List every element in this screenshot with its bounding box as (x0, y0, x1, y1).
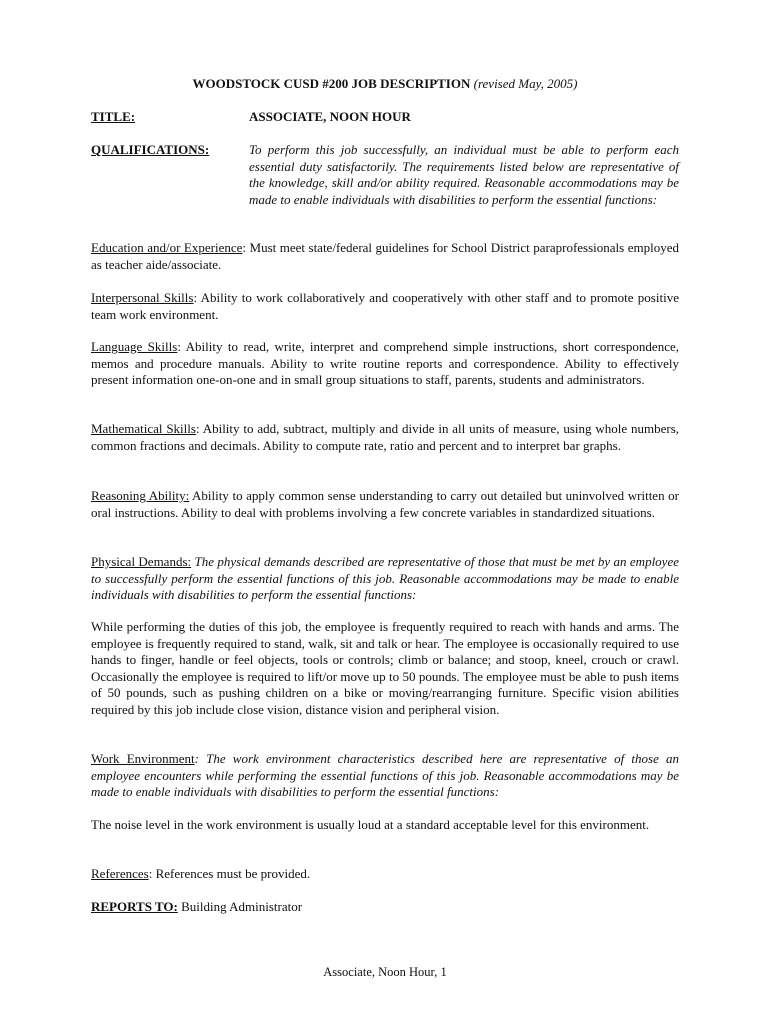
education-heading: Education and/or Experience (91, 240, 243, 255)
reports-to-section (91, 899, 679, 916)
page-footer: Associate, Noon Hour, 1 (323, 965, 447, 979)
physical-heading: Physical Demands: (91, 554, 192, 569)
reasoning-text: Ability to apply common sense understanding to carry out detailed but uninvolved written or oral instructions. Ability to deal with problems involving a few concrete variables in standardized situations. (91, 488, 679, 520)
work-environment-intro-section (91, 751, 679, 801)
references-heading: References (91, 866, 149, 881)
references-section (91, 866, 679, 883)
language-section (91, 339, 679, 389)
title-value: ASSOCIATE, NOON HOUR (249, 109, 411, 124)
reasoning-heading: Reasoning Ability: (91, 488, 190, 503)
language-text: : Ability to read, write, interpret and comprehend simple instructions, short correspondence, memos and procedure manuals. Ability to write routine reports and correspondence. Ability to effectively present information one-on-one and in small group situations to staff, parents, students and administrators. (91, 339, 679, 387)
work-environment-body: The noise level in the work environment is usually loud at a standard acceptable level for this environment. (91, 817, 650, 832)
title-label: TITLE: (91, 109, 136, 124)
language-heading: Language Skills (91, 339, 178, 354)
reports-to-heading: REPORTS TO: (91, 899, 178, 914)
interpersonal-heading: Interpersonal Skills (91, 290, 194, 305)
mathematical-heading: Mathematical Skills (91, 421, 196, 436)
mathematical-text: : Ability to add, subtract, multiply and divide in all units of measure, using whole numbers, common fractions and decimals. Ability to compute rate, ratio and percent and to interpret bar graphs. (91, 421, 680, 453)
document-revision: (revised May, 2005) (473, 76, 578, 91)
interpersonal-section (91, 290, 679, 323)
physical-intro-section (91, 554, 679, 604)
work-environment-heading: Work Environment (91, 751, 195, 766)
physical-body: While performing the duties of this job, the employee is frequently required to reach with hands and arms. The employee is frequently required to stand, walk, sit and talk or hear. The employee is occasionally required to use hands to finger, handle or feel objects, tools or controls; climb or balance; and stoop, kneel, crouch or crawl. Occasionally the employee is required to lift/or move up to 50 pounds. The employee must be able to push items of 50 pounds, such as pushing children on a bike or moving/rearranging furniture. Specific vision abilities required by this job include close vision, distance vision and peripheral vision. (91, 619, 679, 717)
reasoning-section (91, 488, 679, 521)
interpersonal-text: : Ability to work collaboratively and cooperatively with other staff and to promote positive team work environment. (91, 290, 679, 322)
mathematical-section (91, 421, 679, 454)
qualifications-text: To perform this job successfully, an individual must be able to perform each essential duty satisfactorily. The requirements listed below are representative of the knowledge, skill and/or ability required. Reasonable accommodations may be made to enable individuals with disabilities to perform the essential functions: (249, 142, 679, 207)
education-section (91, 240, 679, 273)
document-title (0, 76, 770, 93)
work-environment-intro: : The work environment characteristics described here are representative of those an employee encounters while performing the essential functions of this job. Reasonable accommodations may be made to enable individuals with disabilities to perform the essential functions: (91, 751, 680, 799)
document-title-main: WOODSTOCK CUSD #200 JOB DESCRIPTION (192, 76, 471, 91)
qualifications-label: QUALIFICATIONS: (91, 142, 210, 157)
references-text: : References must be provided. (148, 866, 311, 881)
physical-intro: The physical demands described are representative of those that must be met by an employee to successfully perform the essential functions of this job. Reasonable accommodations may be made to enable individuals with disabilities to perform the essential functions: (91, 554, 679, 602)
reports-to-text: Building Administrator (177, 899, 303, 914)
education-text: : Must meet state/federal guidelines for School District paraprofessionals employed as teacher aide/associate. (91, 240, 679, 272)
